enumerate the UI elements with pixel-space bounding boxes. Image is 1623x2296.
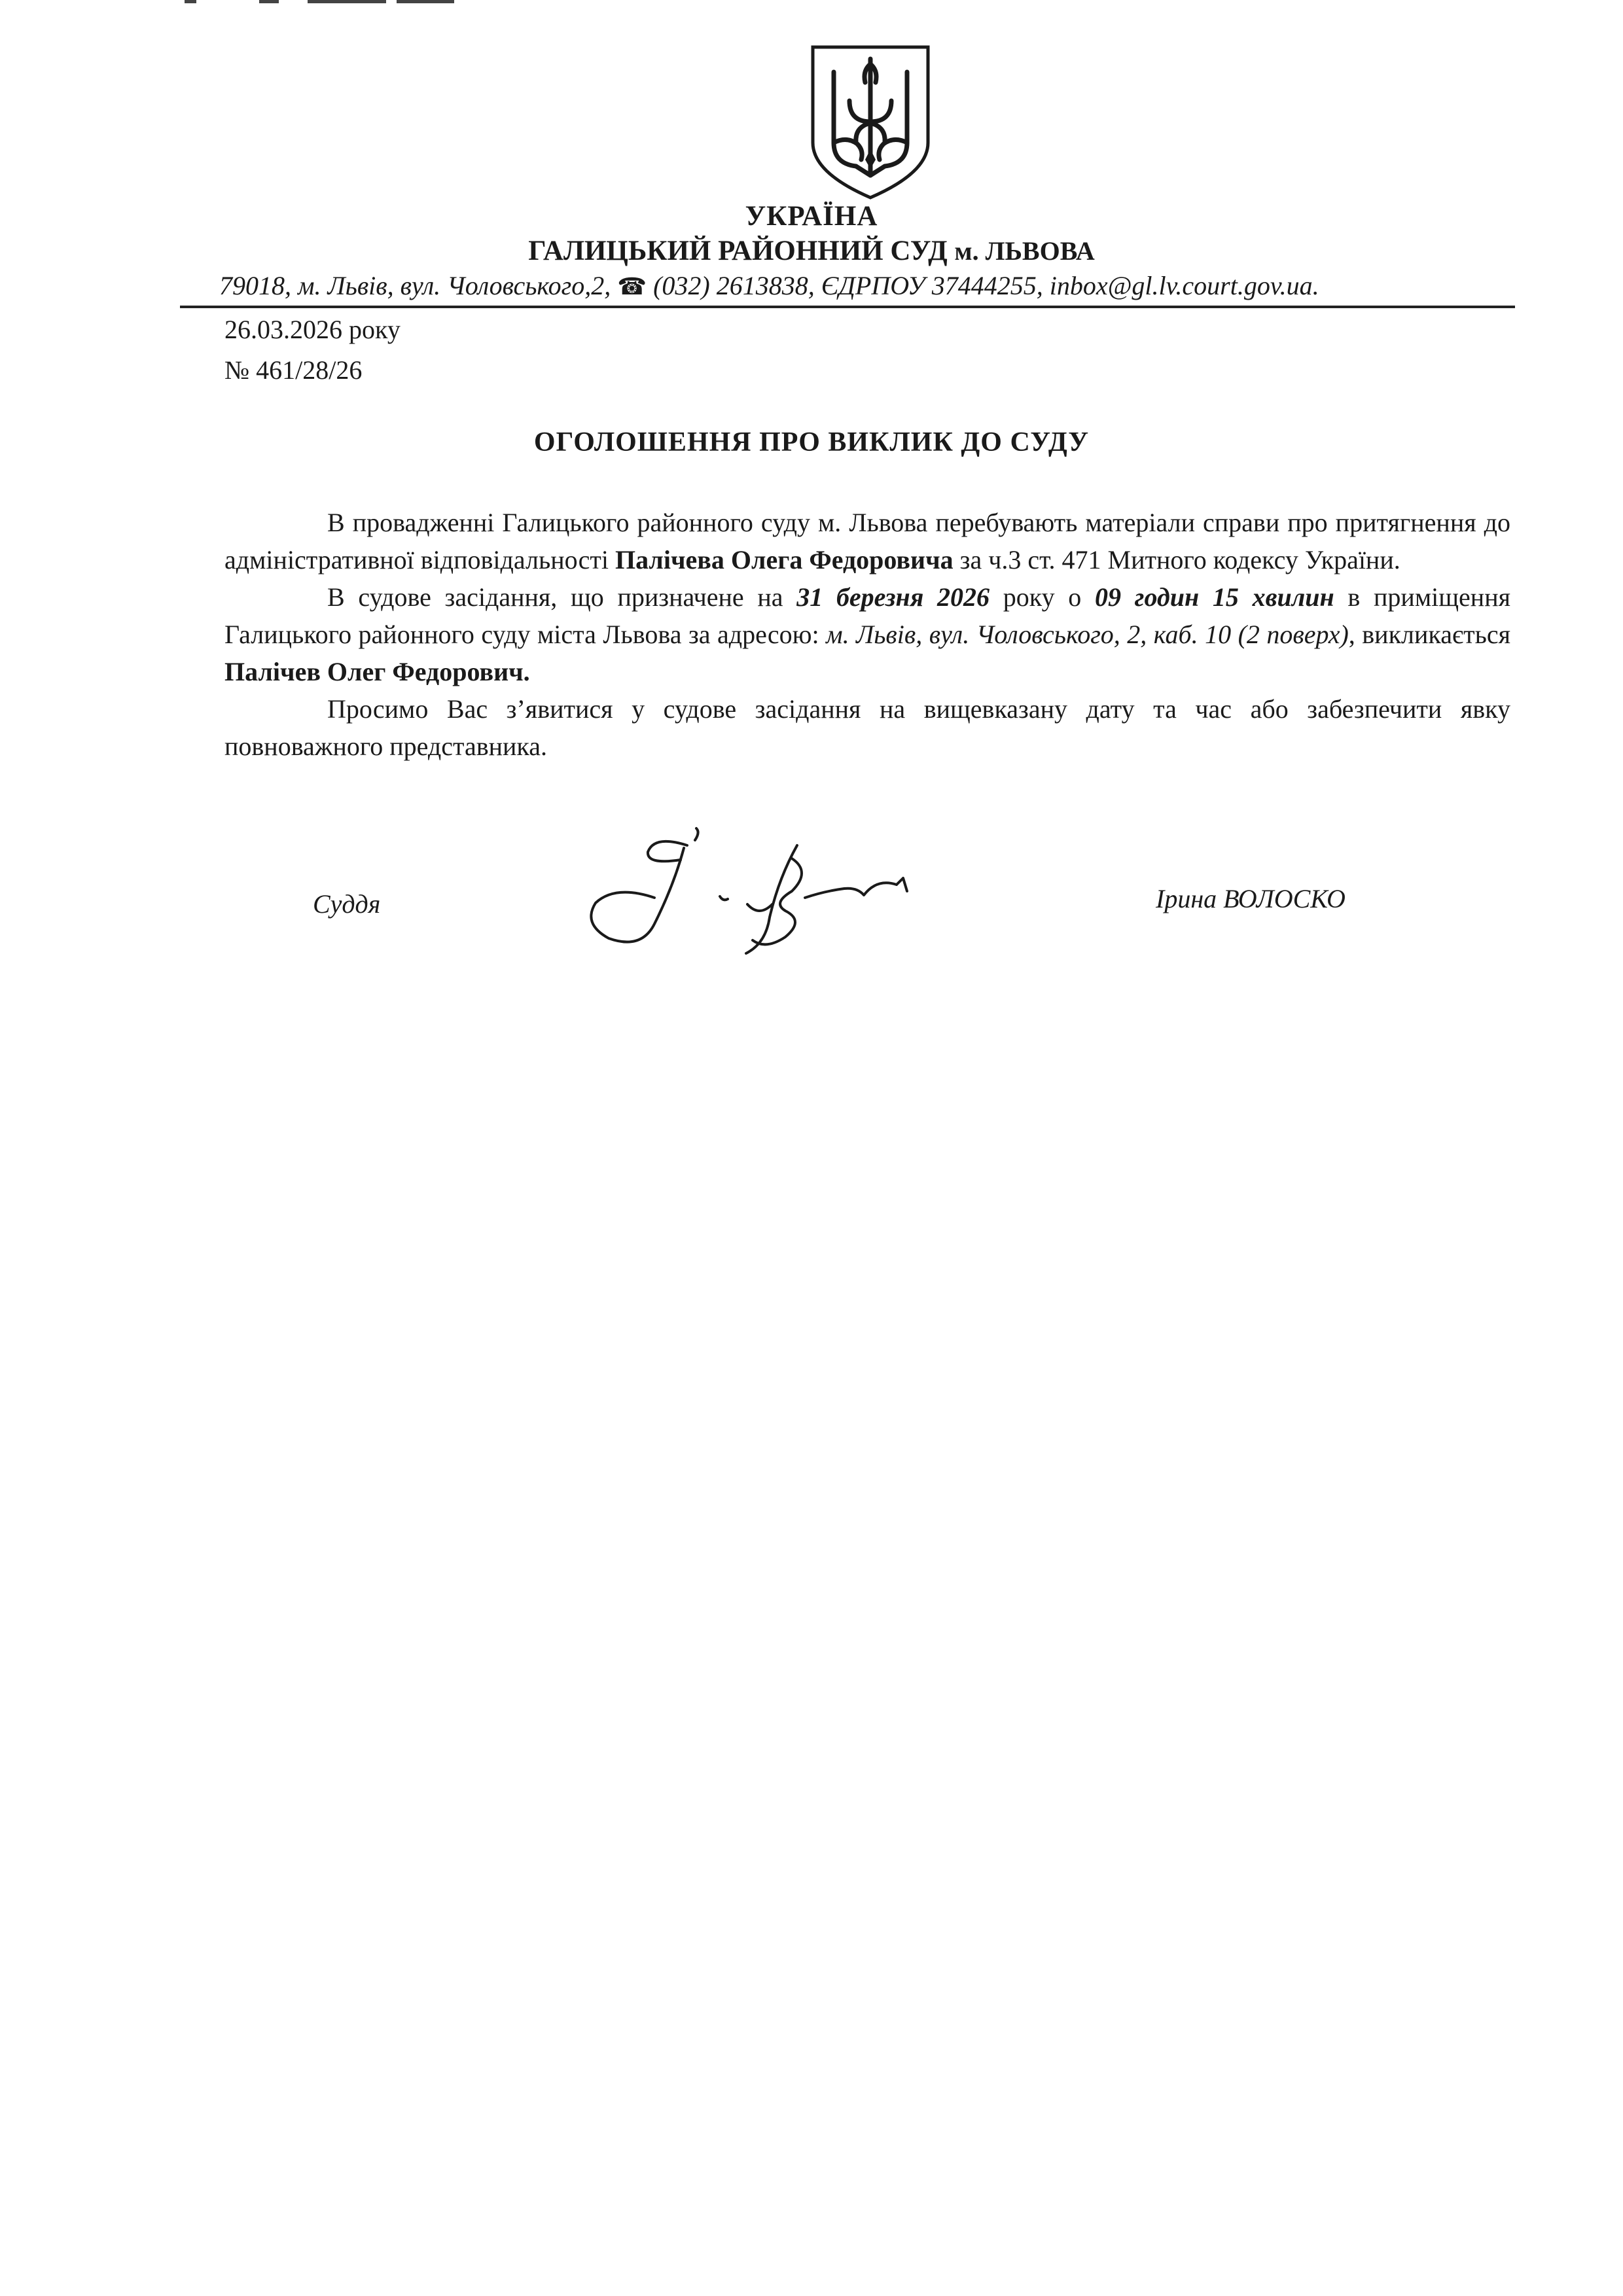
coat-of-arms-icon: [809, 44, 932, 200]
hearing-time: 09 годин 15 хвилин: [1094, 582, 1334, 612]
telephone-icon: ☎: [617, 274, 647, 300]
defendant-name: Палічева Олега Федоровича: [615, 545, 954, 574]
text-segment: , викликається: [1348, 620, 1511, 649]
paragraph-request: Просимо Вас з’явитися у судове засідання на вищевказану дату та час або забезпечити явку повноважного представника.: [224, 694, 1510, 761]
text-segment: в приміщення Галицького районного суду міста Львова за адресою:: [224, 582, 1511, 649]
paragraph-case: [224, 504, 1510, 578]
address-street: 79018, м. Львів, вул. Чоловського,2,: [219, 271, 611, 300]
signatory-name: Ірина ВОЛОСКО: [1156, 884, 1346, 913]
scan-artifact: [308, 0, 386, 3]
document-title: ОГОЛОШЕННЯ ПРО ВИКЛИК ДО СУДУ: [533, 427, 1090, 457]
document-date: 26.03.2026 року: [224, 315, 401, 344]
hearing-date: 31 березня 2026: [796, 582, 990, 612]
country-title: УКРАЇНА: [745, 201, 878, 232]
scan-artifact: [259, 0, 279, 3]
handwritten-signature: [576, 826, 929, 963]
address-contacts: (032) 2613838, ЄДРПОУ 37444255, inbox@gl.lv.court.gov.ua.: [653, 271, 1319, 300]
summoned-person: Палічев Олег Федорович.: [224, 657, 530, 686]
text-segment: за ч.3 ст. 471 Митного кодексу України.: [953, 545, 1400, 574]
court-name-main: ГАЛИЦЬКИЙ РАЙОННИЙ СУД: [528, 236, 948, 266]
hearing-address: м. Львів, вул. Чоловського, 2, каб. 10 (2 поверх): [826, 620, 1349, 649]
text-segment: В судове засідання, що призначене на: [327, 582, 797, 612]
scan-artifact: [397, 0, 454, 3]
court-name-city: м. ЛЬВОВА: [954, 236, 1095, 266]
scan-artifact: [185, 0, 196, 3]
document-body: [224, 504, 1510, 765]
text-segment: В провадженні Галицького районного суду м. Львова перебувають матеріали справи про притягнення до адміністративної відповідальності: [224, 508, 1510, 574]
paragraph-hearing: [224, 578, 1510, 690]
court-address-line: [219, 270, 1522, 301]
court-name: [0, 235, 1623, 267]
document-number: № 461/28/26: [224, 355, 363, 385]
signature-role: Суддя: [313, 889, 381, 919]
header-divider: [180, 306, 1515, 308]
text-segment: року о: [990, 582, 1095, 612]
